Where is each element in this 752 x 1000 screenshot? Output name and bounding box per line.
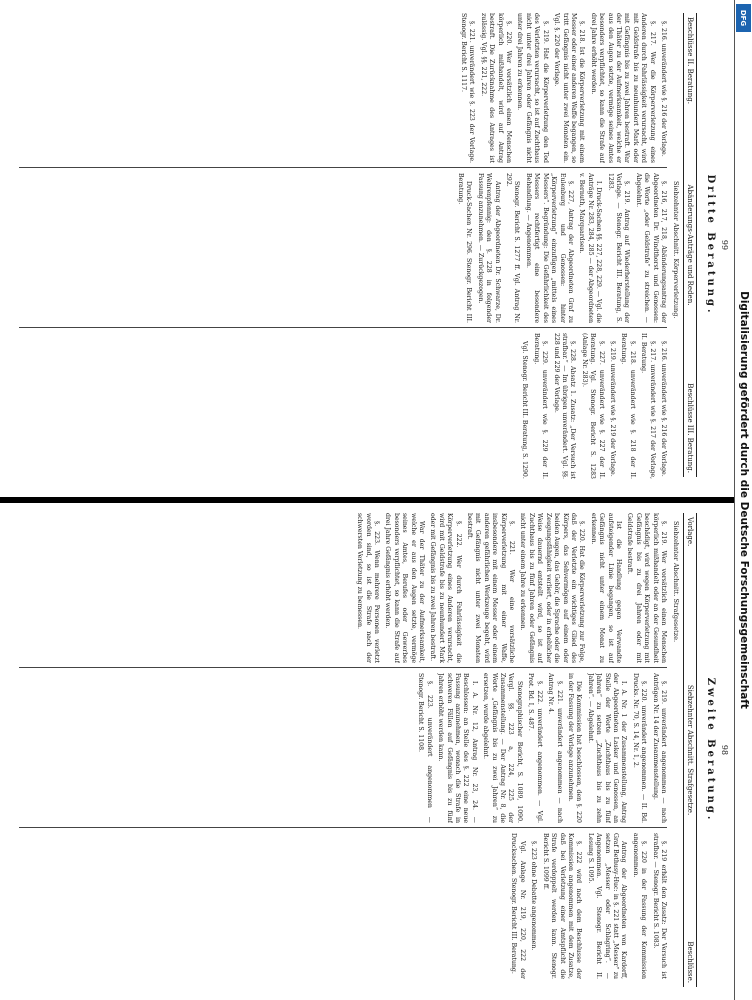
column-divider (19, 327, 667, 328)
paragraph: Stenogr. Bericht S. 1277 ff. Vgl. Antrag Nr. 292. (505, 173, 521, 323)
paragraph: I. A. Nr. 12, Antrag Nr. 23, 24. — Beschlossen: an Stelle des §. 222 eine neue Fassung anzunehmen, wonach die Strafe in schweren Fällen auf Gefängnis bis zu fünf Jahren erhöht werden kann. (437, 673, 478, 823)
text-column-middle (19, 173, 667, 323)
paragraph: §. 222. unverändert angenommen. — Vgl. Prot. Bd. I, S. 487. (527, 673, 543, 823)
paragraph: Ist die Handlung gegen Verwandte aufsteigender Linie begangen, so ist auf Gefängnis nicht unter einem Monat zu erkennen. (589, 513, 622, 663)
paragraph: §. 223. unverändert angenommen — Stenogr. Bericht S. 1108. (417, 673, 433, 823)
paragraph: §. 223. Wenn mehrere Personen verletzt worden sind, so ist die Strafe nach der schwersten Verletzung zu bemessen. (356, 513, 380, 663)
paragraph: §. 218. unverändert wie §. 218 der II. Beratung. (620, 333, 636, 479)
paragraph: §. 221. unverändert wie §. 223 der Vorlage. Stenogr. Bericht S. 1117. (460, 13, 476, 163)
paragraph: §. 216. unverändert wie §. 216 der Vorlage. (660, 341, 667, 477)
paragraph: §. 220. unverändert angenommen. — II. Bd. Drucks. Nr. 70, S. 14, Nr. 1, 2. (631, 673, 648, 823)
paragraph: Die Kommission hat beschlossen, den §. 220 in der Fassung der Vorlage anzunehmen. (566, 673, 583, 823)
right-page (13, 5, 733, 485)
column-divider (19, 167, 667, 168)
page-number: 99 (720, 239, 729, 251)
paragraph: Vgl. Stenogr. Bericht III. Beratung, S. 1290. (521, 341, 529, 479)
paragraph: §. 216, 217, 218, Abänderungsantrag der Abgeordneten Dr. Windthorst und Genossen: die Worte „oder Geldstrafe“ zu streichen. — Abgelehnt. (634, 173, 667, 323)
paragraph: §. 222. Wer durch Fahrlässigkeit die Körperverletzung eines Anderen verursacht, wird mit Geldstrafe bis zu neunhundert Mark oder mit Gefängnis bis zu zwei Jahren bestraft. (429, 513, 462, 663)
paragraph: I. Druck-Sachen §§. 227, 228, 229. — Vgl. die Anträge Nr. 283, 284, 285 — der Abgeordneten v. Bernuth, Marquardsen. (578, 173, 603, 323)
heading-right: Beschlüsse III. Beratung. (686, 383, 694, 473)
paragraph: §. 217. Wer die Körperverletzung eines Anderen durch Fahrlässigkeit verursacht, wird mit Geldstrafe bis zu neunhundert Mark oder mit Gefängnis bis zu zwei Jahren bestraft. War der Thäter zu der Aufmerksamkeit, welche er aus den Augen setzte, vermöge seines Amtes besonders verpflichtet, so kann die Strafe auf drei Jahre erhöht werden. (589, 13, 656, 163)
page-divider (0, 497, 752, 503)
subheading: Siebzehnter Abschnitt. Körperverletzung. (672, 181, 680, 319)
dfg-logo-text: DFG (739, 9, 748, 27)
column-divider (19, 827, 667, 828)
dfg-logo-icon (736, 4, 751, 32)
page-number: 98 (720, 744, 729, 756)
paragraph: Druck-Sachen Nr. 296. Stenogr. Bericht III. Beratung. (457, 173, 473, 323)
dfg-sidebar (734, 0, 752, 1000)
paragraph: Vgl. Anlage Nr. 219, 220, 222 der Drucksachen. Stenogr. Bericht III. Beratung. (510, 833, 526, 979)
running-title: Dritte Beratung. (705, 174, 716, 316)
text-column-right (19, 333, 667, 479)
heading-center: Abänderungs-Anträge und Reden. (686, 184, 694, 306)
paragraph: §. 219. Wer vorsätzlich einen Menschen körperlich mißhandelt oder an der Gesundheit beschädigt, wird wegen Körperverletzung mit Gefängnis bis zu drei Jahren oder mit Geldstrafe bestraft. (626, 513, 667, 663)
paragraph: §. 228. Absatz 1. Zusatz: „Der Versuch ist strafbar.“ — Im übrigen unverändert. Vgl. §§. 228 und 229 der Vorlage. (552, 333, 577, 479)
paragraph: §. 219. Hat die Körperverletzung den Tod des Verletzten verursacht, so ist auf Zuchthaus nicht unter drei Jahren oder Gefängnis nicht unter drei Jahren zu erkennen. (516, 13, 549, 163)
text-column-left (19, 13, 667, 163)
text-column-middle (19, 673, 667, 823)
paragraph: §. 220. Wer vorsätzlich einen Menschen körperlich mißhandelt, wird auf Antrag bestraft. Die Zurücknahme des Antrages ist zulässig. Vgl. §§. 221, 222. (479, 13, 513, 163)
left-page (13, 505, 733, 995)
heading-center: Siebzehnter Abschnitt. Strafgesetze. (686, 684, 694, 816)
column-divider (19, 667, 667, 668)
paragraph: §. 218. Ist die Körperverletzung mit einem Messer oder einer anderen Waffe begangen, so tritt Gefängnis nicht unter zwei Monaten ein. Vgl. §. 220 der Vorlage. (553, 13, 586, 163)
paragraph: §. 227. unverändert wie §. 227 der II. Beratung. Vgl. Stenogr. Bericht S. 1283 (Anlage Nr. 283). (580, 333, 605, 479)
subheading-row (671, 13, 681, 477)
heading-right: Beschlüsse. (686, 941, 694, 983)
digitization-credit: Digitalisierung gefördert durch die Deutsche Forschungsgemeinschaft (738, 291, 750, 709)
paragraph: §. 221. Wer eine vorsätzliche Körperverletzung mit einer Waffe, insbesondere mit einem Messer oder einem anderen gefährlichen Werkzeuge begeht, wird mit Gefängnis nicht unter zwei Monaten bestraft. (466, 513, 516, 663)
paragraph: §. 219 erhält den Zusatz: Der Versuch ist strafbar. — Stenogr. Bericht S. 1083. (651, 833, 667, 979)
paragraph: §. 227, Antrag der Abgeordneten Graf zu Eulenburg und Genossen: hinter „Körperverletzung“ einzufügen „mittels eines Messers“. Begründung: Die Gefährlichkeit des Messers rechtfertigt eine besondere Behandlung. — Angenommen. (524, 173, 574, 323)
heading-left: Vorlage. (686, 517, 694, 547)
heading-left: Beschlüsse II. Beratung. (686, 17, 694, 104)
paragraph: §. 223 ohne Debatte angenommen. (530, 841, 538, 951)
text-column-right (19, 833, 667, 979)
column-headings (683, 13, 697, 477)
paragraph: §. 219. unverändert angenommen — nach Anträgen Nr. 14 der Zusammenstellung. (651, 673, 667, 823)
paragraph: §. 219. Antrag auf Wiederherstellung der Vorlage. — Stenogr. Bericht III. Beratung, S. 1283. (606, 173, 631, 323)
paragraph: Stenographischer Bericht, S. 1089, 1090. Vergl. §§. 223 a, 224, 225 der Zusammenstellung. — Der Antrag Nr. 8, die Worte „Gefängnis bis zu zwei Jahren“ zu ersetzen, wurde abgelehnt. (482, 673, 523, 823)
paragraph: §. 221. unverändert angenommen — nach Antrag Nr. 4. (547, 673, 563, 823)
paragraph: §. 229. unverändert wie §. 229 der II. Beratung. (532, 333, 549, 479)
paragraph: §. 216. unverändert wie §. 216 der Vorlage. (660, 21, 667, 157)
paragraph: §. 222 wird nach dem Beschlusse der Kommission angenommen mit dem Zusatze, daß bei Verletzung einer Amtspflicht die Strafe verdoppelt werden kann. Stenogr. Bericht S. 1099 ff. (541, 833, 583, 979)
subheading: Siebzehnter Abschnitt. Strafgesetze. (672, 521, 680, 643)
paragraph: Antrag der Abgeordneten Dr. Schwarze, Dr. Wehrenpfennig: den §. 228 in folgender Fassung anzunehmen. — Zurückgezogen. (476, 173, 501, 323)
column-headings (683, 513, 697, 987)
text-column-left (19, 513, 667, 663)
paragraph: §. 220. Hat die Körperverletzung zur Folge, daß der Verletzte ein wichtiges Glied des Körpers, das Sehvermögen auf einem oder beiden Augen, das Gehör, die Sprache oder die Zeugungsfähigkeit verliert, oder in erheblicher Weise dauernd entstellt wird, so ist auf Zuchthaus bis zu fünf Jahren oder Gefängnis nicht unter einem Jahre zu erkennen. (519, 513, 586, 663)
running-title: Zweite Beratung. (705, 677, 716, 823)
paragraph: I. A. Nr. 1 der Zusammenstellung, Antrag der Abgeordneten Lasker und Genossen, an Stelle der Worte „Zuchthaus bis zu fünf Jahren“ zu setzen „Zuchthaus bis zu zehn Jahren“. — Abgelehnt. (586, 673, 628, 823)
paragraph: Antrag der Abgeordneten von Kardorff, Graf Bethusy-Huc: in §. 221 statt „Messer“ zu setzen „Messer oder Schlagring“. — Angenommen. Vgl. Stenogr. Bericht II. Lesung S. 1095. (586, 833, 628, 979)
subheading-row (671, 513, 681, 987)
paragraph: §. 219. unverändert wie §. 219 der Vorlage. (608, 341, 616, 477)
paragraph: §. 217. unverändert wie §. 217 der Vorlage, II. Beratung. (640, 333, 656, 479)
paragraph: §. 220 in der Fassung der Kommission angenommen. (631, 833, 648, 979)
paragraph: War der Thäter zu der Aufmerksamkeit, welche er aus den Augen setzte, vermöge seines Amtes, Berufes oder Gewerbes besonders verpflichtet, so kann die Strafe auf drei Jahre Gefängnis erhöht werden. (384, 513, 426, 663)
